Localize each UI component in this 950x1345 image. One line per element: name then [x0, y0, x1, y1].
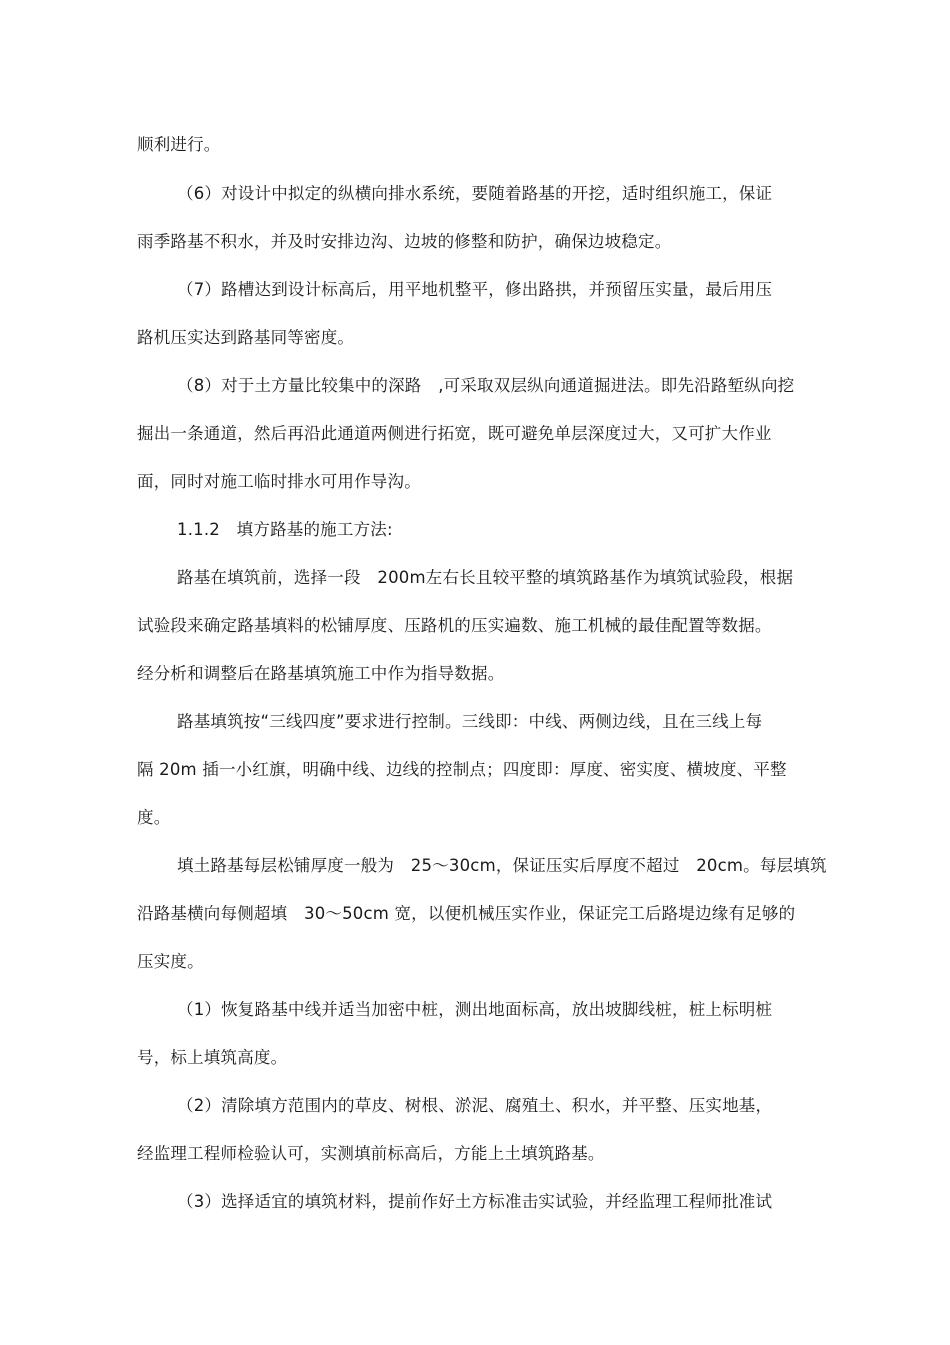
text-line: （6）对设计中拟定的纵横向排水系统，要随着路基的开挖，适时组织施工，保证 [177, 184, 773, 203]
text-line: 经监理工程师检验认可，实测填前标高后，方能上土填筑路基。 [137, 1144, 605, 1163]
text-line: （2）清除填方范围内的草皮、树根、淤泥、腐殖土、积水，并平整、压实地基， [177, 1096, 773, 1115]
text-line: 经分析和调整后在路基填筑施工中作为指导数据。 [137, 664, 505, 683]
text-line: 掘出一条通道，然后再沿此通道两侧进行拓宽，既可避免单层深度过大，又可扩大作业 [137, 424, 772, 443]
text-line: 顺利进行。 [137, 135, 221, 154]
section-heading: 1.1.2 填方路基的施工方法: [177, 520, 393, 539]
text-line: （8）对于土方量比较集中的深路 ,可采取双层纵向通道掘进法。即先沿路堑纵向挖 [177, 376, 795, 395]
text-line: 沿路基横向每侧超填 30～50cm 宽，以便机械压实作业，保证完工后路堤边缘有足够的 [137, 904, 796, 923]
text-line: 号，标上填筑高度。 [137, 1048, 288, 1067]
text-line: 路基在填筑前，选择一段 200m左右长且较平整的填筑路基作为填筑试验段，根据 [177, 568, 794, 587]
text-line: 路机压实达到路基同等密度。 [137, 328, 355, 347]
text-line: 填土路基每层松铺厚度一般为 25～30cm，保证压实后厚度不超过 20cm。每层填筑 [177, 856, 827, 875]
text-line: 隔 20m 插一小红旗，明确中线、边线的控制点；四度即：厚度、密实度、横坡度、平整 [137, 760, 787, 779]
text-line: 度。 [137, 808, 171, 827]
text-line: 试验段来确定路基填料的松铺厚度、压路机的压实遍数、施工机械的最佳配置等数据。 [137, 616, 772, 635]
text-line: （1）恢复路基中线并适当加密中桩，测出地面标高，放出坡脚线桩，桩上标明桩 [177, 1000, 773, 1019]
text-line: 路基填筑按“三线四度”要求进行控制。三线即：中线、两侧边线，且在三线上每 [177, 712, 763, 731]
text-line: （7）路槽达到设计标高后，用平地机整平，修出路拱，并预留压实量，最后用压 [177, 280, 773, 299]
text-line: 雨季路基不积水，并及时安排边沟、边坡的修整和防护，确保边坡稳定。 [137, 232, 672, 251]
text-line: 面，同时对施工临时排水可用作导沟。 [137, 472, 421, 491]
text-line: （3）选择适宜的填筑材料，提前作好土方标准击实试验，并经监理工程师批准试 [177, 1192, 773, 1211]
text-line: 压实度。 [137, 952, 204, 971]
